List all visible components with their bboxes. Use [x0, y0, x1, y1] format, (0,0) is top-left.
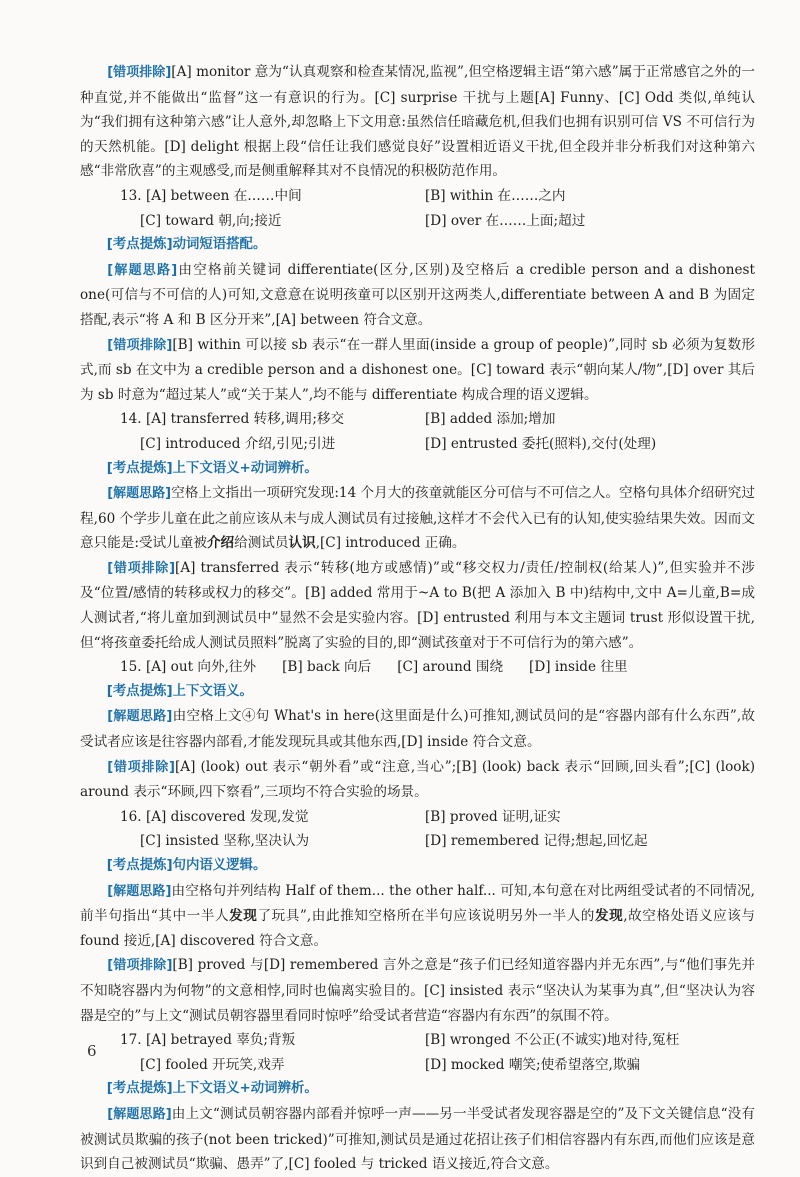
q15-approach: [解题思路]由空格上文④句 What's in here(这里面是什么)可推知,测试员问的是“容器内部有什么东西”,故受试者应该是往容器内部看,才能发现玩具或其他东西,[D] inside 符合文意。 [80, 708, 756, 751]
answer-explanation [80, 60, 755, 1177]
q17-options-row1: 17. [A] betrayed 辜负;背叛 [B] wronged 不公正(不诚实)地对待,冤枉 [120, 1032, 680, 1049]
q15-options: 15. [A] out 向外,往外 [B] back 向后 [C] around 围绕 [D] inside 往里 [120, 659, 628, 676]
q13-options-row1: 13. [A] between 在……中间 [B] within 在……之内 [120, 187, 566, 204]
q14-focus: [考点提炼]上下文语义+动词辨析。 [106, 460, 318, 476]
q13-approach: [解题思路]由空格前关键词 differentiate(区分,区别)及空格后 a credible person and a dishonest one(可信与不可信的人)可知,文意意在说明孩童可以区别开这两类人,differentiate between A and B 为固定搭配,表示“将 A 和 B 区分开来”,[A] between 符合文意。 [80, 261, 755, 328]
q13-options-row2: [C] toward 朝,向;接近 [D] over 在……上面;超过 [140, 212, 586, 229]
page-number: 6 [87, 1042, 97, 1060]
q16-errors: [错项排除][B] proved 与[D] remembered 言外之意是“孩子们已经知道容器内并无东西”,与“他们事先并不知晓容器内为何物”的文意相悖,同时也偏离实验目的。[C] insisted 表示“坚决认为某事为真”,但“坚决认为容器是空的”与上文“测试员朝容器里看同时惊呼”给受试者营造“容器内有东西”的氛围不符。 [80, 957, 755, 1024]
q14-errors: [错项排除][A] transferred 表示“转移(地方或感情)”或“移交权力/责任/控制权(给某人)”,但实验并不涉及“位置/感情的转移或权力的移交”。[B] added 常用于~A to B(把 A 添加入 B 中)结构中,文中 A=儿童,B=成人测试者,“将儿童加到测试员中”显然不会是实验内容。[D] entrusted 利用与本文主题词 trust 形似设置干扰,但“将孩童委托给成人测试员照料”脱离了实验的目的,即“测试孩童对于不可信行为的第六感”。 [80, 559, 755, 651]
q15-errors: [错项排除][A] (look) out 表示“朝外看”或“注意,当心”;[B] (look) back 表示“回顾,回头看”;[C] (look) around 表示“环顾,四下察看”,三项均不符合实验的场景。 [80, 758, 756, 801]
q16-approach: [解题思路]由空格句并列结构 Half of them... the other half... 可知,本句意在对比两组受试者的不同情况,前半句指出“其中一半人发现了玩具”,由此推知空格所在半句应该说明另外一半人的发现,故空格处语义应该与 found 接近,[A] discovered 符合文意。 [80, 882, 756, 949]
paragraph-12-errors: [错项排除][A] monitor 意为“认真观察和检查某情况,监视”,但空格逻辑主语“第六感”属于正常感官之外的一种直觉,并不能做出“监督”这一有意识的行为。[C] surprise 干扰与上题[A] Funny、[C] Odd 类似,单纯认为“我们拥有这种第六感”让人意外,却忽略上下文用意:虽然信任暗藏危机,但我们也拥有识别可信 VS 不可信行为的天然机能。[D] delight 根据上段“信任让我们感觉良好”设置相近语义干扰,但全段并非分析我们对这种第六感“非常欣喜”的主观感受,而是侧重解释其对不良情况的积极防范作用。 [80, 64, 756, 180]
q14-options-row1: 14. [A] transferred 转移,调用;移交 [B] added 添加;增加 [120, 411, 556, 428]
q17-approach: [解题思路]由上文“测试员朝容器内部看并惊呼一声——另一半受试者发现容器是空的”及下文关键信息“没有被测试员欺骗的孩子(not been tricked)”可推知,测试员是通过花招让孩子们相信容器内有东西,而他们应该是意识到自己被测试员“欺骗、愚弄”了,[C] fooled 与 tricked 语义接近,符合文意。 [80, 1105, 755, 1173]
label-error-exclusion: [错项排除] [107, 65, 172, 80]
q16-focus: [考点提炼]句内语义逻辑。 [106, 858, 267, 873]
q14-options-row2: [C] introduced 介绍,引见;引进 [D] entrusted 委托(照料),交付(处理) [140, 435, 657, 452]
q13-errors: [错项排除][B] within 可以接 sb 表示“在一群人里面(inside a group of people)”,同时 sb 必须为复数形式,而 sb 在文中为 a credible person and a dishonest one。[C] toward 表示“朝向某人/物”,[D] over 其后为 sb 时意为“超过某人”或“关于某人”,均不能与 differentiate 构成合理的语义逻辑。 [80, 336, 755, 403]
q15-focus: [考点提炼]上下文语义。 [106, 683, 253, 699]
q13-focus: [考点提炼]动词短语搭配。 [106, 237, 267, 253]
q14-approach: [解题思路]空格上文指出一项研究发现:14 个月大的孩童就能区分可信与不可信之人。空格句具体介绍研究过程,60 个学步儿童在此之前应该从未与成人测试员有过接触,这样才不会代入已有的认知,使实验结果失效。因而文意只能是:受试儿童被介绍给测试员认识,[C] introduced 正确。 [80, 485, 756, 552]
q17-focus: [考点提炼]上下文语义+动词辨析。 [106, 1081, 318, 1097]
q16-options-row2: [C] insisted 坚称,坚决认为 [D] remembered 记得;想起,回忆起 [140, 833, 648, 850]
q16-options-row1: 16. [A] discovered 发现,发觉 [B] proved 证明,证实 [120, 808, 561, 825]
q17-options-row2: [C] fooled 开玩笑,戏弄 [D] mocked 嘲笑;使希望落空,欺骗 [140, 1056, 641, 1073]
